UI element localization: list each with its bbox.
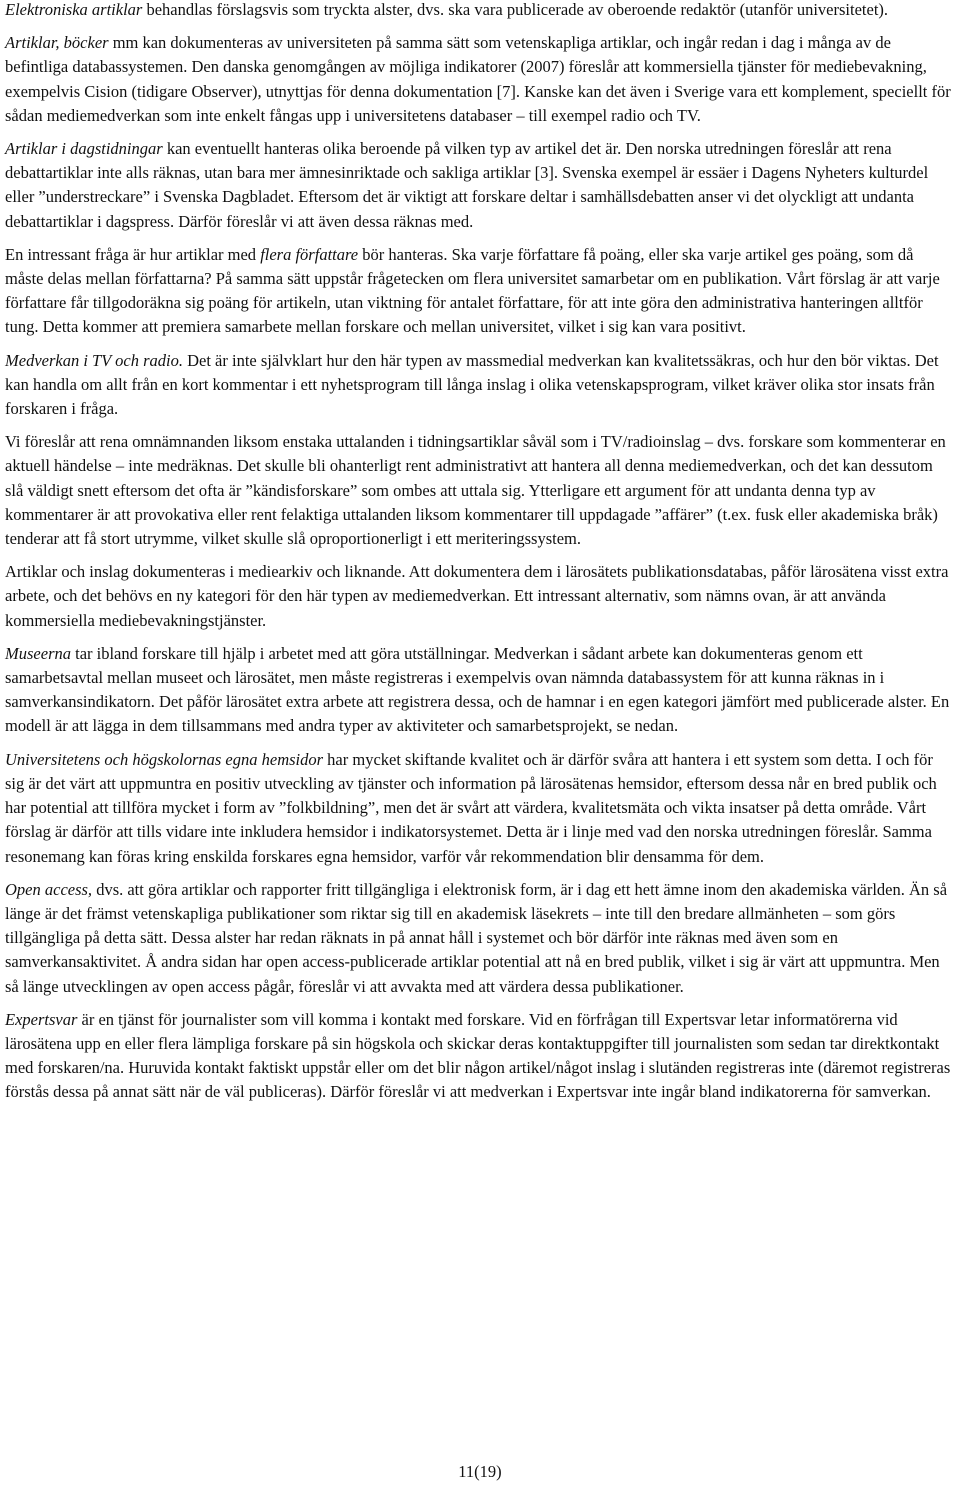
paragraph-lead: Open access,: [5, 879, 93, 899]
paragraph-electronic-articles: [5, 0, 955, 22]
paragraph-text: Artiklar och inslag dokumenteras i mediearkiv och liknande. Att dokumentera dem i lärosätets publikationsdatabas, påför lärosätena visst extra arbete, och det behövs en ny kategori för den här typen av mediemedverkan. Ett intressant alternativ, som nämns ovan, är att använda kommersiella mediebevakningstjänster.: [5, 562, 949, 630]
paragraph-lead: Universitetens och högskolornas egna hemsidor: [5, 749, 324, 769]
paragraph-lead: Museerna: [5, 643, 71, 663]
paragraph-text: kan eventuellt hanteras olika beroende på vilken typ av artikel det är. Den norska utredningen föreslår att rena debattartiklar inte alls räknas, utan bara mer ämnesinriktade och sakliga artiklar [3]. Svenska exempel är essäer i Dagens Nyheters kulturdel eller ”understreckare” i Svenska Dagbladet. Eftersom det är viktigt att forskare deltar i samhällsdebatten anser vi det olyckligt att undanta debattartiklar i dagspress. Därför föreslår vi att även dessa räknas med.: [5, 139, 929, 231]
paragraph-lead: Elektroniska artiklar: [5, 0, 143, 19]
paragraph-newspaper-articles: [5, 137, 955, 234]
paragraph-text: är en tjänst för journalister som vill komma i kontakt med forskare. Vid en förfrågan till Expertsvar letar informatörerna vid lärosätena upp en eller flera lämpliga forskare på sin högskola och skickar deras kontaktuppgifter till journalisten som sedan tar direktkontakt med forskaren/na. Huruvida kontakt faktiskt uppstår eller om det blir någon artikel/något inslag i slutänden registreras inte (däremot registreras förstås dessa på annat sätt när de väl publiceras). Därför föreslår vi att medverkan i Expertsvar inte ingår bland indikatorerna för samverkan.: [5, 1009, 951, 1102]
paragraph-text: har mycket skiftande kvalitet och är därför svåra att hantera i ett system som detta. I och för sig är det värt att uppmuntra en positiv utveckling av tjänster och information på lärosätenas hemsidor, eftersom dessa når en bred publik och har potential att tillföra mycket i form av ”folkbildning”, men det är svårt att värdera, kvalitetsmäta och vikta insatser på detta område. Vårt förslag är därför att tills vidare inte inkludera hemsidor i indikatorsystemet. Detta är i linje med vad den norska utredningen föreslår. Samma resonemang kan föras kring enskilda forskares egna hemsidor, varför vår rekommendation blir densamma för dem.: [5, 749, 937, 866]
paragraph-media-archives: [5, 560, 955, 633]
paragraph-lead: Artiklar, böcker: [5, 33, 109, 53]
paragraph-text: dvs. att göra artiklar och rapporter fritt tillgängliga i elektronisk form, är i dag ett hett ämne inom den akademiska världen. Än så länge är det främst vetenskapliga publikationer som riktar sig till en akademisk läsekrets – inte till den bredare allmänheten – som görs tillgängliga på detta sätt. Dessa alster har redan räknats in på annat håll i systemet och bör därför inte räknas med även som en samverkansaktivitet. Å andra sidan har open access-publicerade artiklar potential att nå en bred publik, vilket i sig är värt att uppmuntra. Men så länge utvecklingen av open access pågår, föreslår vi att avvakta med att värdera dessa publikationer.: [5, 879, 948, 996]
paragraph-text: behandlas förslagsvis som tryckta alster, dvs. ska vara publicerade av oberoende redaktör (utanför universitetet).: [142, 0, 889, 19]
paragraph-university-websites: [5, 748, 955, 869]
paragraph-text: mm kan dokumenteras av universiteten på samma sätt som vetenskapliga artiklar, och ingår redan i dag i många av de befintliga databassystemen. Den danska genomgången av möjliga indikatorer (2007) föreslår att kommersiella tjänster för mediebevakning, exempelvis Cision (tidigare Observer), utnyttjas för denna dokumentation [7]. Kanske kan det även i Sverige vara ett komplement, speciellt för sådan mediemedverkan som inte enkelt fångas upp i universitetens databaser – till exempel radio och TV.: [5, 33, 951, 125]
paragraph-museums: [5, 642, 955, 739]
paragraph-lead: Expertsvar: [5, 1009, 78, 1029]
paragraph-multiple-authors: [5, 243, 955, 340]
paragraph-open-access: [5, 878, 955, 999]
paragraph-tv-radio: [5, 349, 955, 422]
paragraph-emphasis: flera författare: [260, 244, 359, 264]
paragraph-mentions: [5, 430, 955, 551]
paragraph-lead: Medverkan i TV och radio.: [5, 350, 183, 370]
paragraph-expertsvar: [5, 1008, 955, 1105]
page-number: 11(19): [458, 1462, 502, 1481]
paragraph-articles-books: [5, 31, 955, 128]
paragraph-text: tar ibland forskare till hjälp i arbetet med att göra utställningar. Medverkan i sådant arbete kan dokumenteras genom ett samarbetsavtal mellan museet och lärosätet, men måste registreras i exempelvis ovan nämnda databassystem för att kunna räknas in i samverkansindikatorn. Det påför lärosätet extra arbete att registrera dessa, och de hamnar i en egen kategori jämfört med publicerade alster. En modell är att lägga in dem tillsammans med andra typer av aktiviteter och samarbetsprojekt, se nedan.: [5, 643, 950, 736]
paragraph-text: Det är inte självklart hur den här typen av massmedial medverkan kan kvalitetssäkras, och hur den bör viktas. Det kan handla om allt från en kort kommentar i ett nyhetsprogram till långa inslag i olika vetenskapsprogram, vilket kräver olika stor insats från forskaren i fråga.: [5, 350, 939, 419]
paragraph-lead: Artiklar i dagstidningar: [5, 139, 163, 159]
paragraph-text: En intressant fråga är hur artiklar med: [5, 244, 261, 264]
paragraph-text: Vi föreslår att rena omnämnanden liksom enstaka uttalanden i tidningsartiklar såväl som i TV/radioinslag – dvs. forskare som kommenterar en aktuell händelse – inte medräknas. Det skulle bli ohanterligt rent administrativt att hantera all denna mediemedverkan, och det kan dessutom slå väldigt snett eftersom det ofta är ”kändisforskare” som ombes att uttala sig. Ytterligare ett argument för att undanta denna typ av kommentarer är att provokativa eller rent felaktiga uttalanden liksom kommentarer till uppdagade ”affärer” (t.ex. fusk eller akademiska bråk) tenderar att få stort utrymme, vilket skulle slå oproportionerligt i ett meriteringssystem.: [5, 432, 946, 549]
document-body: [5, 0, 955, 1114]
paragraph-text: bör hanteras. Ska varje författare få poäng, eller ska varje artikel ges poäng, som då måste delas mellan författarna? På samma sätt uppstår frågetecken om flera universitet samarbetar om en publikation. Vårt förslag är att varje författare får tillgodoräkna sig poäng för artikeln, utan viktning för antalet författare, för att inte göra den administrativa hanteringen alltför tung. Detta kommer att premiera samarbete mellan forskare och mellan universitet, vilket i sig kan vara positivt.: [5, 244, 940, 337]
